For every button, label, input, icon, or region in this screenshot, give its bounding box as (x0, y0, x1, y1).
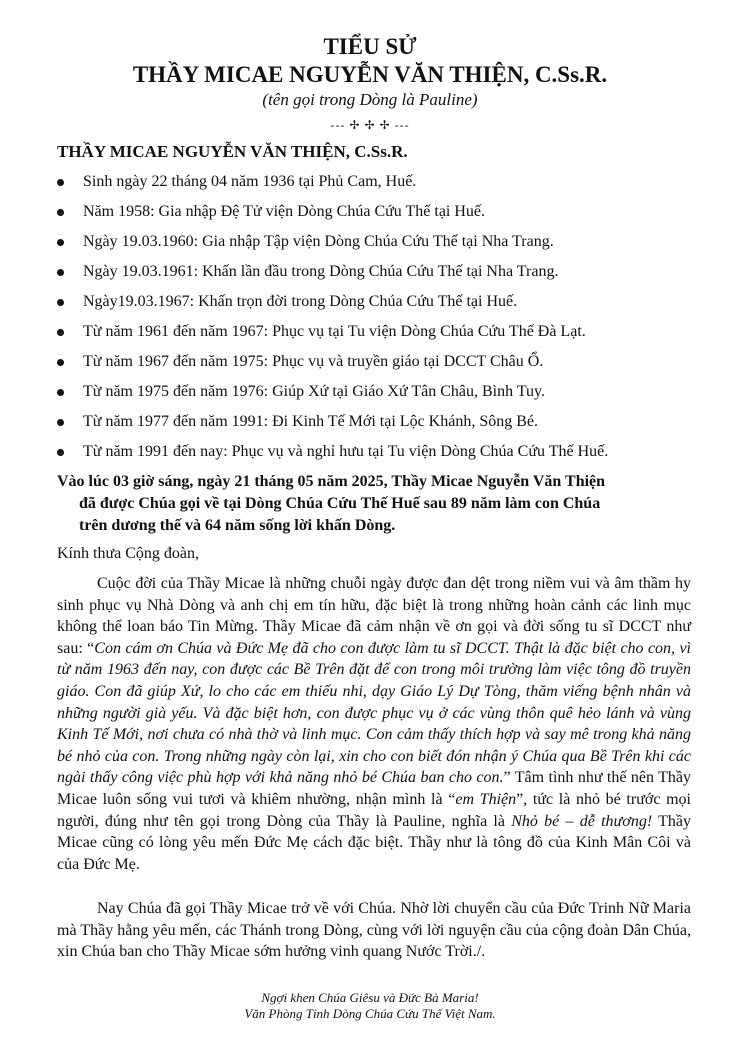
announcement-line: trên dương thế và 64 năm sống lời khấn Dòng. (79, 517, 396, 534)
bullet-icon (57, 449, 64, 456)
closing-signature: Văn Phòng Tỉnh Dòng Chúa Cứu Thế Việt Nam. (244, 1006, 496, 1021)
bullet-icon (57, 239, 64, 246)
timeline-item: Ngày 19.03.1960: Gia nhập Tập viện Dòng Chúa Cứu Thế tại Nha Trang. (57, 230, 697, 260)
announcement-line: đã được Chúa gọi về tại Dòng Chúa Cứu Thế Huế sau 89 năm làm con Chúa (79, 495, 601, 512)
timeline-item: Từ năm 1977 đến năm 1991: Đi Kinh Tế Mới tại Lộc Khánh, Sông Bé. (57, 410, 697, 440)
biography-timeline (57, 170, 697, 470)
bullet-icon (57, 419, 64, 426)
timeline-item: Ngày 19.03.1961: Khấn lần đầu trong Dòng Chúa Cứu Thế tại Nha Trang. (57, 260, 697, 290)
ornamental-divider: --- ✢ ✢ ✢ --- (330, 118, 410, 132)
closing-praise: Ngợi khen Chúa Giêsu và Đức Bà Maria! (261, 990, 479, 1005)
timeline-item: Ngày19.03.1967: Khấn trọn đời trong Dòng Chúa Cứu Thế tại Huế. (57, 290, 697, 320)
death-announcement (57, 471, 697, 537)
bullet-icon (57, 209, 64, 216)
timeline-item: Từ năm 1961 đến năm 1967: Phục vụ tại Tu viện Dòng Chúa Cứu Thế Đà Lạt. (57, 320, 697, 350)
prayer-paragraph: Nay Chúa đã gọi Thầy Micae trở về với Chúa. Nhờ lời chuyển cầu của Đức Trinh Nữ Maria mà Thầy hằng yêu mến, các Thánh trong Dòng, cùng với lời nguyện cầu của cộng đoàn Dân Chúa, xin Chúa ban cho Thầy Micae sớm hưởng vinh quang Nước Trời./. (57, 900, 691, 961)
greeting: Kính thưa Cộng đoàn, (57, 545, 199, 562)
timeline-item: Năm 1958: Gia nhập Đệ Tử viện Dòng Chúa Cứu Thế tại Huế. (57, 200, 697, 230)
timeline-item: Từ năm 1975 đến năm 1976: Giúp Xứ tại Giáo Xứ Tân Châu, Bình Tuy. (57, 380, 697, 410)
bullet-icon (57, 359, 64, 366)
name-meaning: Nhỏ bé – dễ thương! (511, 812, 653, 830)
bullet-icon (57, 299, 64, 306)
vocation-quote: Con cám ơn Chúa và Đức Mẹ đã cho con được làm tu sĩ DCCT. Thật là đặc biệt cho con, vì từ năm 1963 đến nay, con được các Bề Trên đặt để con trong môi trường làm việc tông đồ truyền giáo. Con đã giúp Xứ, lo cho các em thiếu nhi, dạy Giáo Lý Dự Tòng, thăm viếng bệnh nhân và những người già yếu. Và đặc biệt hơn, con được phục vụ ở các vùng thôn quê hẻo lánh và vùng Kinh Tế Mới, nơi chưa có nhà thờ và linh mục. Con cảm thấy thích hợp và say mê trong khả năng bé nhỏ của con. Trong những ngày còn lại, xin cho con biết đón nhận ý Chúa qua Bề Trên khi các ngài thấy công việc phù hợp với khả năng nhỏ bé Chúa ban cho con. (57, 639, 692, 787)
document-title: TIỂU SỬ (323, 34, 417, 59)
document-subject-name: THẦY MICAE NGUYỄN VĂN THIỆN, C.Ss.R. (132, 62, 608, 87)
announcement-line: Vào lúc 03 giờ sáng, ngày 21 tháng 05 năm 2025, Thầy Micae Nguyễn Văn Thiện (57, 473, 606, 490)
timeline-item: Từ năm 1967 đến năm 1975: Phục vụ và truyền giáo tại DCCT Châu Ổ. (57, 350, 697, 380)
timeline-item: Sinh ngày 22 tháng 04 năm 1936 tại Phủ Cam, Huế. (57, 170, 697, 200)
bullet-icon (57, 389, 64, 396)
bullet-icon (57, 329, 64, 336)
bullet-icon (57, 179, 64, 186)
section-heading: THẦY MICAE NGUYỄN VĂN THIỆN, C.Ss.R. (57, 142, 408, 161)
religious-name-note: (tên gọi trong Dòng là Pauline) (262, 90, 478, 109)
timeline-item: Từ năm 1991 đến nay: Phục vụ và nghỉ hưu tại Tu viện Dòng Chúa Cứu Thế Huế. (57, 440, 697, 470)
bullet-icon (57, 269, 64, 276)
biography-paragraph: Cuộc đời của Thầy Micae là những chuỗi ngày được đan dệt trong niềm vui và âm thầm hy sinh phục vụ Nhà Dòng và anh chị em tín hữu, đặc biệt là trong những hoàn cảnh các linh mục không thể loan báo Tin Mừng. Thầy Micae đã cảm nhận về ơn gọi và đời sống tu sĩ DCCT như sau: “Con cám ơn Chúa và Đức Mẹ đã cho con được làm tu sĩ DCCT. Thật là đặc biệt cho con, vì từ năm 1963 đến nay, con được các Bề Trên đặt để con trong môi trường làm việc tông đồ truyền giáo. Con đã giúp Xứ, lo cho các em thiếu nhi, dạy Giáo Lý Dự Tòng, thăm viếng bệnh nhân và những người già yếu. Và đặc biệt hơn, con được phục vụ ở các vùng thôn quê hẻo lánh và vùng Kinh Tế Mới, nơi chưa có nhà thờ và linh mục. Con cảm thấy thích hợp và say mê trong khả năng bé nhỏ của con. Trong những ngày còn lại, xin cho con biết đón nhận ý Chúa qua Bề Trên khi các ngài thấy công việc phù hợp với khả năng nhỏ bé Chúa ban cho con.” Tâm tình như thế nên Thầy Micae luôn sống vui tươi và khiêm nhường, nhận mình là “em Thiện”, tức là nhỏ bé trước mọi người, đúng như tên gọi trong Dòng của Thầy là Pauline, nghĩa là Nhỏ bé – dễ thương! Thầy Micae cũng có lòng yêu mến Đức Mẹ cách đặc biệt. Thầy như là tông đồ của Kinh Mân Côi và của Đức Mẹ. (57, 575, 692, 873)
nickname: em Thiện (455, 790, 517, 808)
